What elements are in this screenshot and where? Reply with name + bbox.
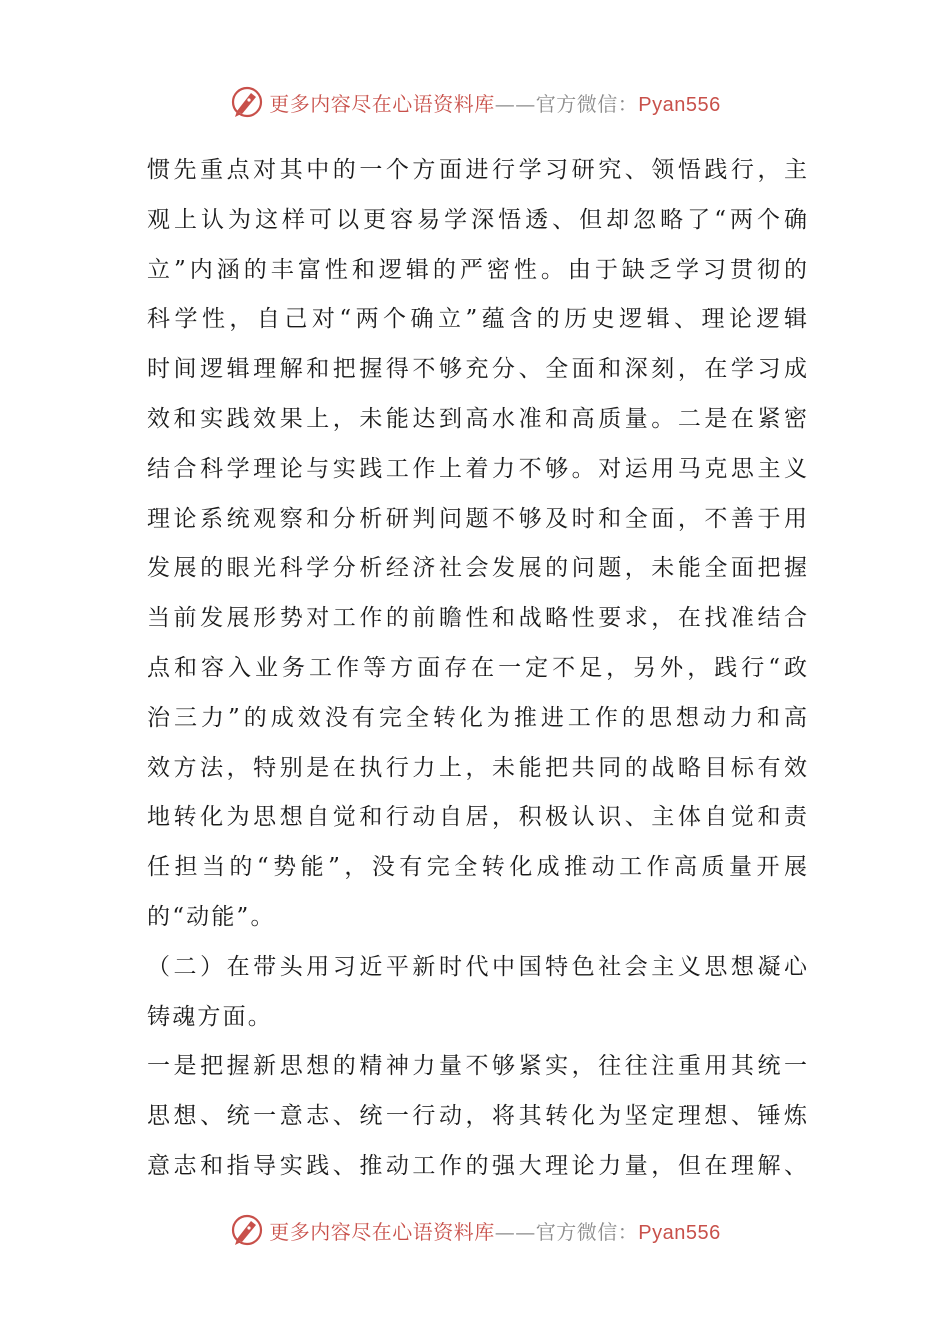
watermark-text xyxy=(269,88,720,117)
body-line: 任担当的“势能”，没有完全转化成推动工作高质量开展 xyxy=(147,854,807,881)
footer-watermark xyxy=(0,1210,950,1250)
watermark-wechat-label: 官方微信： xyxy=(535,91,639,116)
watermark-text xyxy=(269,1216,720,1245)
watermark-wechat-label: 官方微信： xyxy=(535,1219,639,1244)
body-line: 效方法，特别是在执行力上，未能把共同的战略目标有效 xyxy=(147,754,807,781)
body-line: 效和实践效果上，未能达到高水准和高质量。二是在紧密 xyxy=(147,405,807,432)
body-line: 结合科学理论与实践工作上着力不够。对运用马克思主义 xyxy=(147,455,807,482)
pen-nib-logo-icon xyxy=(229,1212,265,1248)
body-line: 理论系统观察和分析研判问题不够及时和全面，不善于用 xyxy=(147,505,807,532)
document-body xyxy=(147,146,807,1192)
body-line: 地转化为思想自觉和行动自居，积极认识、主体自觉和责 xyxy=(147,804,807,831)
body-line: 点和容入业务工作等方面存在一定不足，另外，践行“政 xyxy=(147,654,807,681)
body-line: 的“动能”。 xyxy=(147,903,276,930)
body-line: 治三力”的成效没有完全转化为推进工作的思想动力和高 xyxy=(147,704,807,731)
body-line: 思想、统一意志、统一行动，将其转化为坚定理想、锤炼 xyxy=(147,1103,807,1130)
body-line: 当前发展形势对工作的前瞻性和战略性要求，在找准结合 xyxy=(147,605,807,632)
body-line: 时间逻辑理解和把握得不够充分、全面和深刻，在学习成 xyxy=(147,356,807,383)
watermark-wechat-id: Pyan556 xyxy=(638,93,721,116)
watermark-separator: —— xyxy=(494,1219,536,1244)
watermark-site-text: 更多内容尽在心语资料库 xyxy=(269,1219,495,1244)
body-line: 观上认为这样可以更容易学深悟透、但却忽略了“两个确 xyxy=(147,206,807,233)
watermark-site-text: 更多内容尽在心语资料库 xyxy=(269,91,495,116)
watermark-wechat-id: Pyan556 xyxy=(638,1221,721,1244)
section-heading-line: （二）在带头用习近平新时代中国特色社会主义思想凝心 xyxy=(147,953,807,980)
section-heading-line: 铸魂方面。 xyxy=(147,1003,273,1030)
body-line: 一是把握新思想的精神力量不够紧实，往往注重用其统一 xyxy=(147,1053,807,1080)
body-line: 惯先重点对其中的一个方面进行学习研究、领悟践行，主 xyxy=(147,157,807,183)
pen-nib-logo-icon xyxy=(229,84,265,120)
body-line: 科学性，自己对“两个确立”蕴含的历史逻辑、理论逻辑 xyxy=(147,306,807,333)
body-line: 立”内涵的丰富性和逻辑的严密性。由于缺乏学习贯彻的 xyxy=(147,256,807,283)
header-watermark xyxy=(0,82,950,122)
watermark-separator: —— xyxy=(494,91,536,116)
body-line: 发展的眼光科学分析经济社会发展的问题，未能全面把握 xyxy=(147,555,807,582)
body-line: 意志和指导实践、推动工作的强大理论力量，但在理解、 xyxy=(147,1152,807,1179)
